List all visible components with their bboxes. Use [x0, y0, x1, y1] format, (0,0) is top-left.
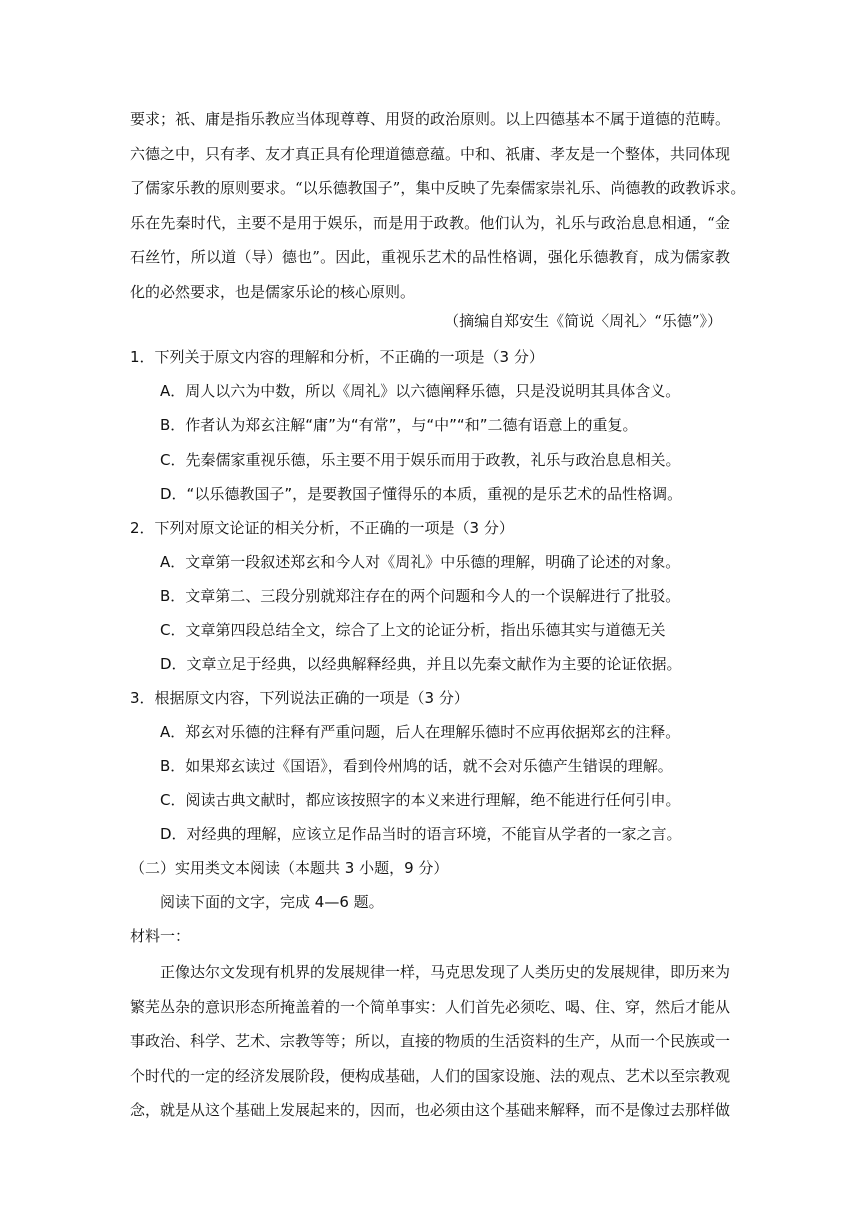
passage-line: 化的必然要求，也是儒家乐论的核心原则。	[130, 282, 416, 301]
source-note: （摘编自郑安生《简说〈周礼〉“乐德”》）	[444, 312, 722, 330]
question-1-stem: 1．下列关于原文内容的理解和分析，不正确的一项是（3 分）	[130, 348, 544, 366]
question-3-option-a: A．郑玄对乐德的注释有严重问题，后人在理解乐德时不应再依据郑玄的注释。	[160, 723, 681, 741]
question-2-option-c: C．文章第四段总结全文，综合了上文的论证分析，指出乐德其实与道德无关	[160, 621, 666, 639]
passage-line: 乐在先秦时代，主要不是用于娱乐，而是用于政教。他们认为，礼乐与政治息息相通，“金	[130, 213, 730, 232]
question-1-option-d: D．“以乐德教国子”，是要教国子懂得乐的本质，重视的是乐艺术的品性格调。	[160, 485, 683, 503]
question-3-option-c: C．阅读古典文献时，都应该按照字的本义来进行理解，绝不能进行任何引申。	[160, 791, 681, 809]
passage-line: 正像达尔文发现有机界的发展规律一样，马克思发现了人类历史的发展规律，即历来为	[130, 963, 731, 981]
question-3-option-b: B．如果郑玄读过《国语》，看到伶州鸠的话，就不会对乐德产生错误的理解。	[160, 757, 673, 775]
section-heading: （二）实用类文本阅读（本题共 3 小题，9 分）	[130, 859, 449, 877]
passage-line: 事政治、科学、艺术、宗教等等；所以，直接的物质的生活资料的生产，从而一个民族或一	[130, 1032, 731, 1050]
question-1-option-c: C．先秦儒家重视乐德，乐主要不用于娱乐而用于政教，礼乐与政治息息相关。	[160, 451, 681, 469]
passage-line: 石丝竹，所以道（导）德也”。因此，重视乐艺术的品性格调，强化乐德教育，成为儒家教	[130, 248, 730, 266]
passage-line: 繁芜丛杂的意识形态所掩盖着的一个简单事实：人们首先必须吃、喝、住、穿，然后才能从	[130, 997, 731, 1016]
question-1-option-b: B．作者认为郑玄注解“庸”为“有常”，与“中”“和”二德有语意上的重复。	[160, 416, 638, 434]
passage-line: 个时代的一定的经济发展阶段，便构成基础，人们的国家设施、法的观点、艺术以至宗教观	[130, 1066, 731, 1085]
passage-line: 要求；祇、庸是指乐教应当体现尊尊、用贤的政治原则。以上四德基本不属于道德的范畴。	[130, 110, 731, 128]
question-2-option-d: D．文章立足于经典，以经典解释经典，并且以先秦文献作为主要的论证依据。	[160, 655, 682, 673]
question-2-option-a: A．文章第一段叙述郑玄和今人对《周礼》中乐德的理解，明确了论述的对象。	[160, 553, 681, 571]
passage-line: 了儒家乐教的原则要求。“以乐德教国子”，集中反映了先秦儒家崇礼乐、尚德教的政教诉求。	[130, 179, 746, 197]
material-label: 材料一：	[130, 927, 191, 945]
question-2-stem: 2．下列对原文论证的相关分析，不正确的一项是（3 分）	[130, 519, 514, 537]
question-3-stem: 3．根据原文内容，下列说法正确的一项是（3 分）	[130, 689, 469, 707]
question-3-option-d: D．对经典的理解，应该立足作品当时的语言环境，不能盲从学者的一家之言。	[160, 825, 682, 843]
passage-top	[130, 102, 746, 309]
passage-line: 念，就是从这个基础上发展起来的，因而，也必须由这个基础来解释，而不是像过去那样做	[130, 1101, 731, 1119]
passage-line: 六德之中，只有孝、友才真正具有伦理道德意蕴。中和、祇庸、孝友是一个整体，共同体现	[130, 144, 731, 163]
question-1-option-a: A．周人以六为中数，所以《周礼》以六德阐释乐德，只是没说明其具体含义。	[160, 382, 681, 400]
passage-bottom	[130, 955, 730, 1128]
question-2-option-b: B．文章第二、三段分别就郑注存在的两个问题和今人的一个误解进行了批驳。	[160, 587, 681, 605]
instruction-text: 阅读下面的文字，完成 4—6 题。	[160, 893, 384, 911]
